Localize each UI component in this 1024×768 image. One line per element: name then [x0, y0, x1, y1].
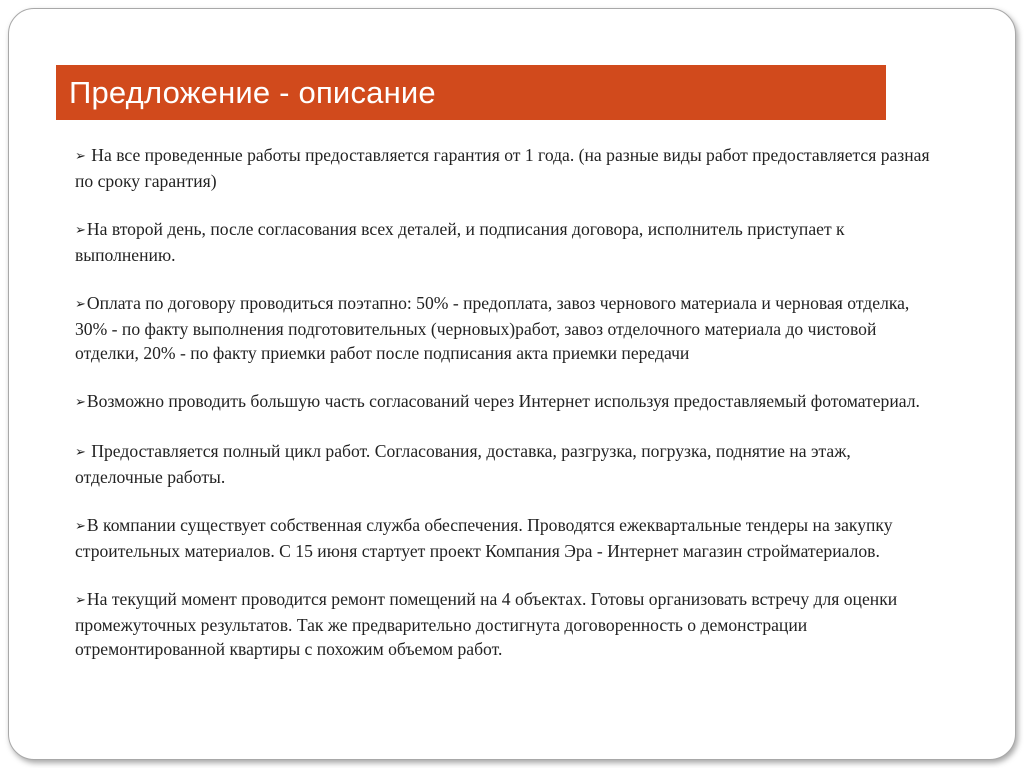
bullet-item-current-projects — [75, 587, 935, 661]
bullet-item-start — [75, 217, 935, 267]
slide-title: Предложение - описание — [69, 74, 436, 110]
title-bar — [56, 65, 886, 120]
arrow-bullet-icon: ➢ — [75, 593, 86, 608]
arrow-bullet-icon: ➢ — [75, 223, 86, 238]
bullet-list — [75, 143, 935, 685]
bullet-item-supply — [75, 513, 935, 563]
arrow-bullet-icon: ➢ — [75, 519, 86, 534]
bullet-item-payment — [75, 291, 935, 365]
bullet-text: Возможно проводить большую часть согласований через Интернет используя предоставляемый фотоматериал. — [86, 391, 920, 411]
bullet-text: На все проведенные работы предоставляется гарантия от 1 года. (на разные виды работ предоставляется разная по сроку гарантия) — [75, 145, 930, 191]
arrow-bullet-icon: ➢ — [75, 395, 86, 410]
bullet-text: Оплата по договору проводиться поэтапно: 50% - предоплата, завоз чернового материала и черновая отделка, 30% - по факту выполнения подготовительных (черновых)работ, завоз отделочного материала до чистовой отделки, 20% - по факту приемки работ после подписания акта приемки передачи — [75, 293, 910, 363]
bullet-text: Предоставляется полный цикл работ. Согласования, доставка, разгрузка, погрузка, поднятие на этаж, отделочные работы. — [75, 441, 851, 487]
arrow-bullet-icon: ➢ — [75, 149, 86, 164]
bullet-text: На второй день, после согласования всех деталей, и подписания договора, исполнитель приступает к выполнению. — [75, 219, 845, 265]
bullet-item-full-cycle — [75, 439, 935, 489]
bullet-item-internet — [75, 389, 935, 415]
arrow-bullet-icon: ➢ — [75, 445, 86, 460]
bullet-text: В компании существует собственная служба обеспечения. Проводятся ежеквартальные тендеры на закупку строительных материалов. С 15 июня стартует проект Компания Эра - Интернет магазин стройматериалов. — [75, 515, 893, 561]
arrow-bullet-icon: ➢ — [75, 297, 86, 312]
bullet-text: На текущий момент проводится ремонт помещений на 4 объектах. Готовы организовать встречу для оценки промежуточных результатов. Так же предварительно достигнута договоренность о демонстрации отремонтированной квартиры с похожим объемом работ. — [75, 589, 898, 659]
slide-frame — [8, 8, 1016, 760]
bullet-item-warranty — [75, 143, 935, 193]
